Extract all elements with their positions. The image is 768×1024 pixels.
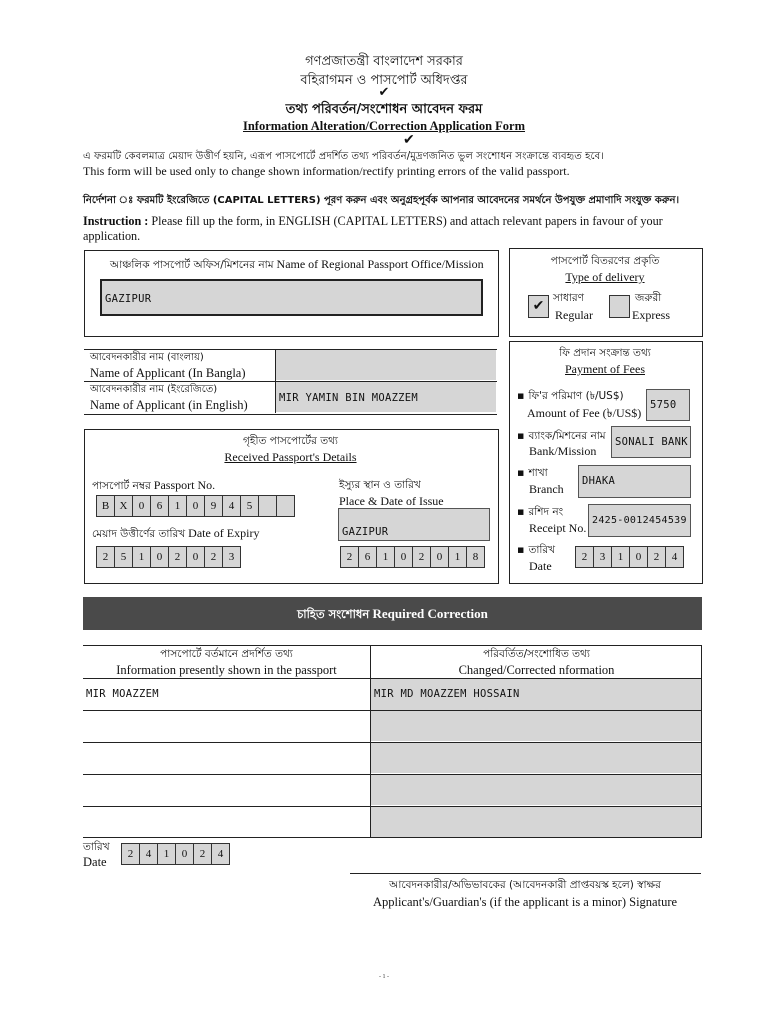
bank-label-bn: ▪ ব্যাংক/মিশনের নাম [517, 429, 606, 446]
receipt-value: 2425-0012454539 [592, 515, 687, 526]
table-row-corrected-cell[interactable] [371, 743, 701, 773]
passport-title-english: Received Passport's Details [224, 450, 357, 464]
issue-place-input[interactable] [338, 508, 490, 541]
express-label-bangla: জরুরী [635, 292, 662, 304]
current-info-value: MIR MOAZZEM [86, 688, 159, 700]
fee-date-digit: 0 [629, 546, 648, 568]
office-input[interactable] [100, 279, 483, 316]
tick-mark-2: ✔ [403, 133, 415, 148]
banner-bangla: চাহিত সংশোধন [297, 607, 370, 621]
table-row-current-cell[interactable] [83, 742, 370, 773]
banner-english: Required Correction [372, 606, 488, 621]
col2-header-en: Changed/Corrected nformation [458, 663, 615, 677]
government-name: গণপ্রজাতন্ত্রী বাংলাদেশ সরকার [305, 54, 463, 69]
table-row-current-cell[interactable] [83, 806, 370, 837]
fee-date-digit: 1 [611, 546, 630, 568]
department-name: বহিরাগমন ও পাসপোর্ট অধিদপ্তর [300, 73, 468, 88]
branch-label-en: Branch [529, 482, 564, 496]
table-row-corrected-cell[interactable] [371, 775, 701, 805]
fee-date-input[interactable] [575, 546, 683, 568]
table-row-corrected-cell[interactable] [371, 807, 701, 837]
passport-number-char: 6 [150, 495, 169, 517]
passport-number-char: 0 [186, 495, 205, 517]
issue-digit: 6 [358, 546, 377, 568]
footer-date-label-en: Date [83, 855, 107, 869]
fee-amount-label-en: Amount of Fee (৳/US$) [527, 406, 642, 420]
fee-date-digit: 2 [647, 546, 666, 568]
expiry-label [92, 526, 259, 544]
delivery-title-bangla: পাসপোর্ট বিতরণের প্রকৃতি [550, 255, 660, 267]
office-label [110, 257, 484, 275]
col1-header-bn: পাসপোর্টে বর্তমানে প্রদর্শিত তথ্য [160, 648, 293, 660]
name-english-label-bn: আবেদনকারীর নাম (ইংরেজিতে) [90, 384, 218, 395]
expiry-digit: 1 [132, 546, 151, 568]
col2-header-bn: পরিবর্তিত/সংশোধিত তথ্য [483, 648, 590, 660]
regular-label-bangla: সাধারণ [553, 292, 585, 304]
issue-label-bn: ইস্যুর স্থান ও তারিখ [339, 479, 421, 491]
expiry-digit: 0 [186, 546, 205, 568]
required-correction-banner [83, 597, 702, 630]
passport-number-char: 0 [132, 495, 151, 517]
form-title-bangla: তথ্য পরিবর্তন/সংশোধন আবেদন ফরম [285, 102, 483, 117]
fee-date-label-en: Date [529, 559, 552, 573]
table-row-current-cell[interactable] [83, 774, 370, 805]
bank-label-en: Bank/Mission [529, 444, 597, 458]
passport-number-input[interactable] [96, 495, 294, 517]
office-label-english: Name of Regional Passport Office/Mission [276, 257, 484, 271]
issue-place-value: GAZIPUR [342, 526, 389, 538]
passport-number-char: B [96, 495, 115, 517]
instruction-text: Please fill up the form, in ENGLISH (CAPITAL LETTERS) and attach relevant papers in favour of your application. [83, 214, 663, 243]
issue-digit: 0 [394, 546, 413, 568]
branch-input[interactable] [578, 465, 691, 498]
fee-amount-label-bn: ▪ ফি'র পরিমাণ (৳/US$) [517, 389, 624, 406]
expiry-digit: 2 [204, 546, 223, 568]
name-english-label-en: Name of Applicant (in English) [90, 398, 248, 412]
issue-digit: 0 [430, 546, 449, 568]
passport-number-char [276, 495, 295, 517]
footer-date-digit: 2 [193, 843, 212, 865]
passport-number-char: 4 [222, 495, 241, 517]
issue-digit: 2 [340, 546, 359, 568]
fee-date-digit: 2 [575, 546, 594, 568]
fee-date-label-bn: ▪ তারিখ [517, 543, 555, 560]
passport-title-bangla: গৃহীত পাসপোর্টের তথ্য [243, 435, 338, 447]
issue-digit: 1 [448, 546, 467, 568]
office-label-bangla: আঞ্চলিক পাসপোর্ট অফিস/মিশনের নাম [110, 259, 274, 271]
name-english-value: MIR YAMIN BIN MOAZZEM [279, 392, 419, 404]
expiry-digit: 5 [114, 546, 133, 568]
passport-number-char: X [114, 495, 133, 517]
expiry-digit: 3 [222, 546, 241, 568]
footer-date-digit: 0 [175, 843, 194, 865]
issue-digit: 1 [376, 546, 395, 568]
expiry-date-input[interactable] [96, 546, 240, 568]
passport-number-label-en: Passport No. [153, 478, 216, 492]
form-title-english: Information Alteration/Correction Application Form [242, 119, 526, 133]
table-row-corrected-cell[interactable] [371, 711, 701, 741]
passport-number-char [258, 495, 277, 517]
issue-label-en: Place & Date of Issue [339, 494, 444, 508]
regular-label-english: Regular [555, 308, 593, 322]
instruction-bangla: নির্দেশনা ঃ ফরমটি ইংরেজিতে (CAPITAL LETTERS) পূরণ করুন এবং অনুগ্রহপূর্বক আপনার আবেদনের সমর্থনে উপযুক্ত প্রমাণাদি সংযুক্ত করুন। [83, 195, 680, 206]
receipt-input[interactable] [588, 504, 691, 537]
usage-note-english: This form will be used only to change shown information/rectify printing errors of the valid passport. [83, 164, 570, 178]
passport-number-char: 1 [168, 495, 187, 517]
passport-number-label-bn: পাসপোর্ট নম্বর [92, 480, 151, 492]
fee-date-digit: 3 [593, 546, 612, 568]
tick-mark: ✔ [378, 84, 390, 99]
footer-date-input[interactable] [121, 843, 229, 865]
expiry-digit: 2 [96, 546, 115, 568]
instruction-english [83, 214, 693, 244]
bank-value: SONALI BANK [615, 436, 688, 448]
footer-date-digit: 4 [139, 843, 158, 865]
signature-label-bn: আবেদনকারীর/অভিভাবকের (আবেদনকারী প্রাপ্তবয়স্ক হলে) স্বাক্ষর [389, 879, 661, 891]
signature-label-en: Applicant's/Guardian's (if the applicant is a minor) Signature [372, 895, 678, 909]
col1-header-en: Information presently shown in the passport [116, 663, 337, 677]
name-bangla-label-bn: আবেদনকারীর নাম (বাংলায়) [90, 352, 204, 363]
passport-number-char: 5 [240, 495, 259, 517]
fees-title-bangla: ফি প্রদান সংক্রান্ত তথ্য [559, 347, 651, 359]
page-number: - 1 - [379, 974, 389, 980]
expiry-digit: 0 [150, 546, 169, 568]
instruction-label: Instruction : [83, 214, 149, 228]
usage-note-bangla: এ ফরমটি কেবলমাত্র মেয়াদ উত্তীর্ণ হয়নি, এরূপ পাসপোর্টে প্রদর্শিত তথ্য পরিবর্তন/মুদ্রণজনিত ভুল সংশোধন সংক্রান্তে ব্যবহৃত হবে। [83, 151, 604, 162]
expiry-digit: 2 [168, 546, 187, 568]
table-row-current-cell[interactable] [83, 710, 370, 741]
express-checkbox[interactable] [609, 295, 630, 318]
fee-amount-input[interactable] [646, 389, 690, 421]
fee-amount-value: 5750 [650, 399, 677, 411]
issue-digit: 2 [412, 546, 431, 568]
express-label-english: Express [632, 308, 670, 322]
passport-number-label [92, 478, 215, 496]
branch-label-bn: ▪ শাখা [517, 466, 548, 483]
delivery-title-english: Type of delivery [565, 270, 645, 284]
name-english-input[interactable] [276, 382, 496, 412]
footer-date-label-bn: তারিখ [83, 841, 110, 853]
bank-input[interactable] [611, 426, 691, 458]
name-bangla-label-en: Name of Applicant (In Bangla) [90, 366, 246, 380]
footer-date-digit: 2 [121, 843, 140, 865]
issue-digit: 8 [466, 546, 485, 568]
receipt-label-en: Receipt No. [529, 521, 587, 535]
fee-date-digit: 4 [665, 546, 684, 568]
check-icon: ✔ [532, 299, 545, 314]
office-value: GAZIPUR [105, 293, 152, 305]
correction-table [83, 645, 702, 838]
signature-line [350, 873, 701, 874]
table-row-current-cell[interactable] [83, 678, 370, 710]
regular-checkbox[interactable] [528, 295, 549, 318]
expiry-label-en: Date of Expiry [188, 526, 260, 540]
receipt-label-bn: ▪ রশিদ নং [517, 505, 563, 522]
expiry-label-bn: মেয়াদ উত্তীর্ণের তারিখ [92, 528, 186, 540]
branch-value: DHAKA [582, 475, 616, 487]
table-row-corrected-cell[interactable] [371, 679, 701, 710]
footer-date-digit: 4 [211, 843, 230, 865]
footer-date-digit: 1 [157, 843, 176, 865]
corrected-info-value: MIR MD MOAZZEM HOSSAIN [374, 688, 520, 700]
name-bangla-input[interactable] [276, 350, 496, 380]
issue-date-input[interactable] [340, 546, 484, 568]
passport-number-char: 9 [204, 495, 223, 517]
fees-title-english: Payment of Fees [565, 362, 645, 376]
